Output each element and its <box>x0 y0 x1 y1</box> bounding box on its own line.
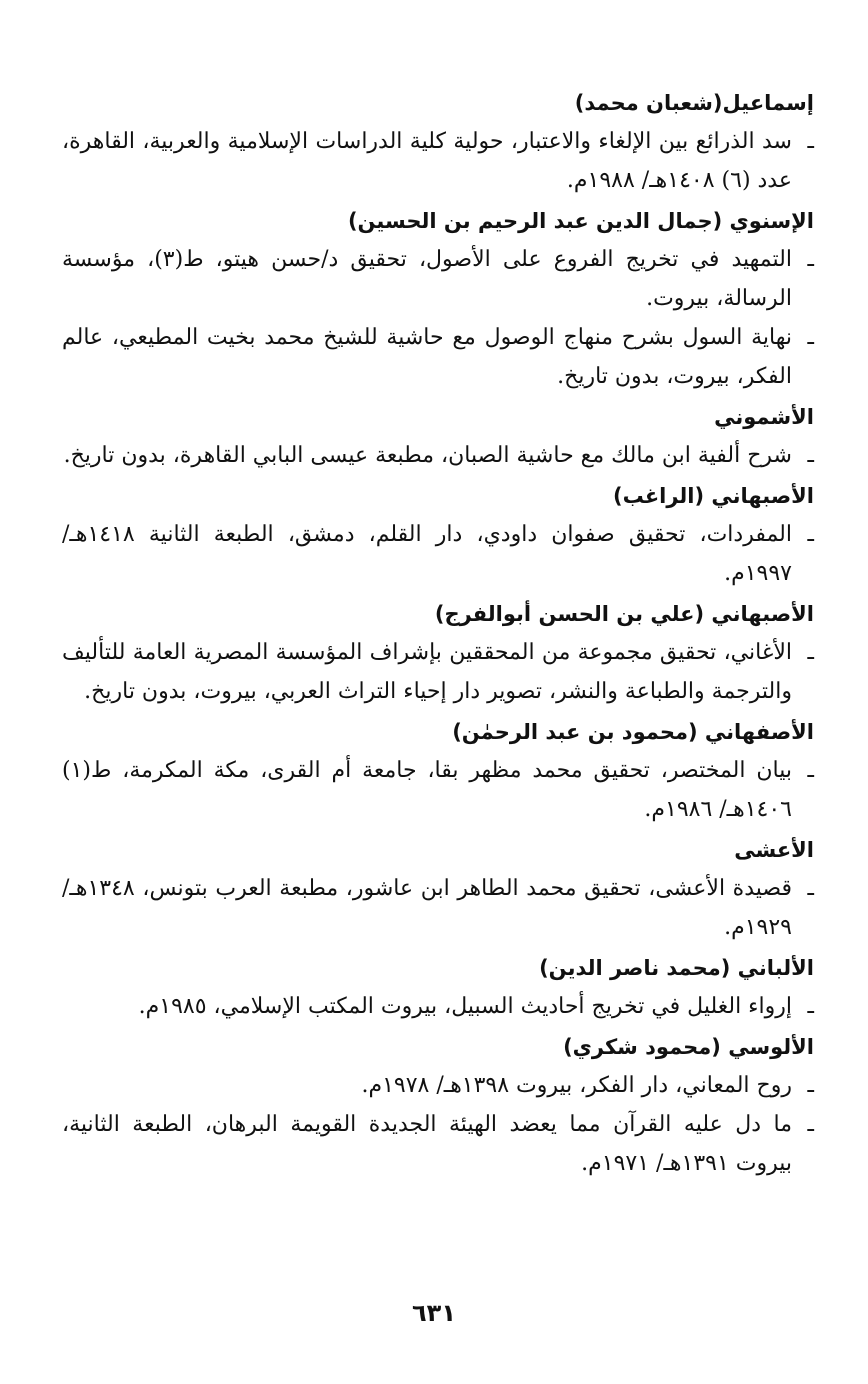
list-dash: ـ <box>807 129 814 154</box>
author-heading: الألوسي (محمود شكري) <box>563 1035 814 1059</box>
author-heading: الأصبهاني (علي بن الحسن أبوالفرج) <box>434 602 814 626</box>
author-heading: الأصبهاني (الراغب) <box>612 484 814 508</box>
list-dash: ـ <box>807 1073 814 1098</box>
work-citation <box>62 318 814 396</box>
page-number: ٦٣١ <box>412 1299 456 1327</box>
work-citation <box>62 436 814 475</box>
work-citation <box>62 751 814 829</box>
bibliography-entry <box>62 831 814 947</box>
work-citation <box>62 515 814 593</box>
author-heading: الأشموني <box>714 405 814 429</box>
work-text: المفردات، تحقيق صفوان داودي، دار القلم، دمشق، الطبعة الثانية ١٤١٨هـ/ ١٩٩٧م. <box>62 522 792 586</box>
bibliography-entry <box>62 713 814 829</box>
work-text: الأغاني، تحقيق مجموعة من المحققين بإشراف المؤسسة المصرية العامة للتأليف والترجمة والطباعة والنشر، تصوير دار إحياء التراث العربي، بيروت، بدون تاريخ. <box>62 640 792 704</box>
bibliography-entry <box>62 84 814 200</box>
work-text: بيان المختصر، تحقيق محمد مظهر بقا، جامعة أم القرى، مكة المكرمة، ط(١) ١٤٠٦هـ/ ١٩٨٦م. <box>62 758 792 822</box>
work-citation <box>62 633 814 711</box>
list-dash: ـ <box>807 758 814 783</box>
work-text: سد الذرائع بين الإلغاء والاعتبار، حولية كلية الدراسات الإسلامية والعربية، القاهرة، عدد (٦) ١٤٠٨هـ/ ١٩٨٨م. <box>62 129 792 193</box>
work-citation <box>62 1066 814 1105</box>
author-heading: الأعشى <box>734 838 814 862</box>
work-text: إرواء الغليل في تخريج أحاديث السبيل، بيروت المكتب الإسلامي، ١٩٨٥م. <box>138 994 792 1019</box>
work-text: التمهيد في تخريج الفروع على الأصول، تحقيق د/حسن هيتو، ط(٣)، مؤسسة الرسالة، بيروت. <box>62 247 792 311</box>
list-dash: ـ <box>807 876 814 901</box>
author-heading: الإسنوي (جمال الدين عبد الرحيم بن الحسين) <box>347 209 814 233</box>
bibliography-entry <box>62 595 814 711</box>
work-citation <box>62 1105 814 1183</box>
work-citation <box>62 869 814 947</box>
work-text: ما دل عليه القرآن مما يعضد الهيئة الجديدة القويمة البرهان، الطبعة الثانية، بيروت ١٣٩١هـ/ ١٩٧١م. <box>62 1112 792 1176</box>
author-heading: الأصفهاني (محمود بن عبد الرحمٰن) <box>452 720 814 744</box>
work-text: روح المعاني، دار الفكر، بيروت ١٣٩٨هـ/ ١٩٧٨م. <box>361 1073 792 1098</box>
work-citation <box>62 987 814 1026</box>
bibliography-entry <box>62 202 814 396</box>
bibliography-entry <box>62 477 814 593</box>
list-dash: ـ <box>807 640 814 665</box>
list-dash: ـ <box>807 994 814 1019</box>
list-dash: ـ <box>807 443 814 468</box>
work-citation <box>62 240 814 318</box>
work-citation <box>62 122 814 200</box>
author-heading: إسماعيل(شعبان محمد) <box>574 91 814 115</box>
work-text: نهاية السول بشرح منهاج الوصول مع حاشية للشيخ محمد بخيت المطيعي، عالم الفكر، بيروت، بدون تاريخ. <box>62 325 792 389</box>
list-dash: ـ <box>807 325 814 350</box>
bibliography-entry <box>62 1028 814 1183</box>
author-heading: الألباني (محمد ناصر الدين) <box>539 956 814 980</box>
bibliography-entry <box>62 949 814 1026</box>
list-dash: ـ <box>807 522 814 547</box>
list-dash: ـ <box>807 247 814 272</box>
work-text: قصيدة الأعشى، تحقيق محمد الطاهر ابن عاشور، مطبعة العرب بتونس، ١٣٤٨هـ/ ١٩٢٩م. <box>62 876 792 940</box>
bibliography-page <box>62 84 814 1183</box>
bibliography-entry <box>62 398 814 475</box>
work-text: شرح ألفية ابن مالك مع حاشية الصبان، مطبعة عيسى البابي القاهرة، بدون تاريخ. <box>63 443 792 468</box>
list-dash: ـ <box>807 1112 814 1137</box>
